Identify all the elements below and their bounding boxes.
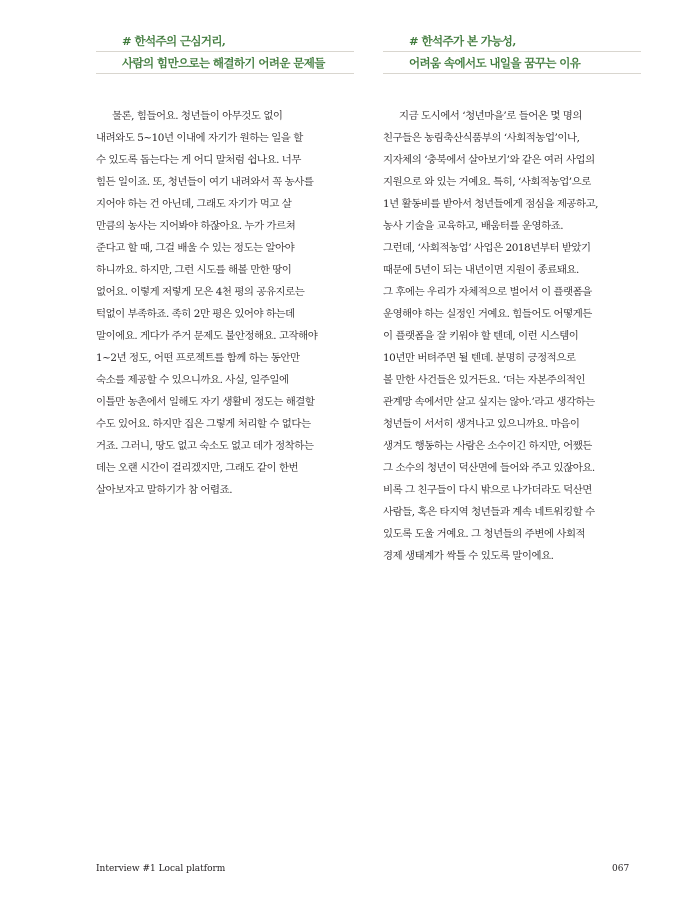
body-line: 지자체의 ‘충북에서 살아보기’와 같은 여러 사업의 bbox=[383, 154, 595, 166]
body-line: 그런데, ‘사회적농업’ 사업은 2018년부터 받았기 bbox=[383, 242, 591, 254]
right-section-heading bbox=[383, 34, 641, 74]
body-line: 만큼의 농사는 지어봐야 하잖아요. 누가 가르쳐 bbox=[96, 220, 296, 232]
body-line: 지원으로 와 있는 거예요. 특히, ‘사회적농업’으로 bbox=[383, 176, 591, 188]
body-line: 때문에 5년이 되는 내년이면 지원이 종료돼요. bbox=[383, 264, 579, 276]
right-body-text bbox=[383, 105, 641, 567]
body-line: 데는 오랜 시간이 걸리겠지만, 그래도 같이 한번 bbox=[96, 462, 299, 474]
body-line: 수 있도록 돕는다는 게 어디 말처럼 쉽나요. 너무 bbox=[96, 154, 301, 166]
body-line: 생겨도 행동하는 사람은 소수이긴 하지만, 어쨌든 bbox=[383, 440, 592, 452]
body-line: 이틀만 농촌에서 일해도 자기 생활비 정도는 해결할 bbox=[96, 396, 315, 408]
body-line: 사람들, 혹은 타지역 청년들과 계속 네트워킹할 수 bbox=[383, 506, 595, 518]
left-heading-line-1: # 한석주의 근심거리, bbox=[96, 34, 354, 52]
body-line: 그 후에는 우리가 자체적으로 벌어서 이 플랫폼을 bbox=[383, 286, 592, 298]
body-line: 수도 있어요. 하지만 집은 그렇게 처리할 수 없다는 bbox=[96, 418, 311, 430]
body-line: 10년만 버텨주면 될 텐데. 분명히 긍정적으로 bbox=[383, 352, 576, 364]
body-line: 운영해야 하는 실정인 거예요. 힘들어도 어떻게든 bbox=[383, 308, 592, 320]
body-line: 청년들이 서서히 생겨나고 있으니까요. 마음이 bbox=[383, 418, 580, 430]
body-line: 내려와도 5~10년 이내에 자기가 원하는 일을 할 bbox=[96, 132, 303, 144]
body-line: 지금 도시에서 ‘청년마을’로 들어온 몇 명의 bbox=[399, 110, 582, 122]
body-line: 볼 만한 사건들은 있거든요. ‘더는 자본주의적인 bbox=[383, 374, 586, 386]
body-line: 친구들은 농림축산식품부의 ‘사회적농업’이나, bbox=[383, 132, 580, 144]
body-line: 농사 기술을 교육하고, 배움터를 운영하죠. bbox=[383, 220, 564, 232]
body-line: 비록 그 친구들이 다시 밖으로 나가더라도 덕산면 bbox=[383, 484, 592, 496]
body-line: 지어야 하는 건 아닌데, 그래도 자기가 먹고 살 bbox=[96, 198, 292, 210]
body-line: 준다고 할 때, 그걸 배울 수 있는 정도는 알아야 bbox=[96, 242, 295, 254]
left-body-text bbox=[96, 105, 354, 501]
body-line: 있도록 도울 거예요. 그 청년들의 주변에 사회적 bbox=[383, 528, 586, 540]
body-line: 관계망 속에서만 살고 싶지는 않아.’라고 생각하는 bbox=[383, 396, 595, 408]
body-line: 없어요. 이렇게 저렇게 모은 4천 평의 공유지로는 bbox=[96, 286, 305, 298]
body-line: 경제 생태계가 싹틀 수 있도록 말이에요. bbox=[383, 550, 554, 562]
body-line: 숙소를 제공할 수 있으니까요. 사실, 일주일에 bbox=[96, 374, 289, 386]
body-line: 1년 활동비를 받아서 청년들에게 점심을 제공하고, bbox=[383, 198, 599, 210]
body-line: 그 소수의 청년이 덕산면에 들어와 주고 있잖아요. bbox=[383, 462, 595, 474]
body-line: 1~2년 정도, 어떤 프로젝트를 함께 하는 동안만 bbox=[96, 352, 300, 364]
footer-section-label: Interview #1 Local platform bbox=[96, 864, 226, 874]
body-line: 살아보자고 말하기가 참 어렵죠. bbox=[96, 484, 233, 496]
page-number: 067 bbox=[612, 864, 630, 874]
body-line: 이 플랫폼을 잘 키워야 할 텐데, 이런 시스템이 bbox=[383, 330, 579, 342]
left-heading-line-2: 사람의 힘만으로는 해결하기 어려운 문제들 bbox=[96, 56, 354, 74]
right-heading-line-1: # 한석주가 본 가능성, bbox=[383, 34, 641, 52]
body-line: 하니까요. 하지만, 그런 시도를 해볼 만한 땅이 bbox=[96, 264, 292, 276]
body-line: 거죠. 그러니, 땅도 없고 숙소도 없고 데가 정착하는 bbox=[96, 440, 314, 452]
right-heading-line-2: 어려움 속에서도 내일을 꿈꾸는 이유 bbox=[383, 56, 641, 74]
body-line: 힘든 일이죠. 또, 청년들이 여기 내려와서 꼭 농사를 bbox=[96, 176, 314, 188]
body-line: 턱없이 부족하죠. 족히 2만 평은 있어야 하는데 bbox=[96, 308, 295, 320]
left-section-heading bbox=[96, 34, 354, 74]
body-line: 물론, 힘들어요. 청년들이 아무것도 없이 bbox=[112, 110, 283, 122]
body-line: 말이에요. 게다가 주거 문제도 불안정해요. 고작해야 bbox=[96, 330, 318, 342]
